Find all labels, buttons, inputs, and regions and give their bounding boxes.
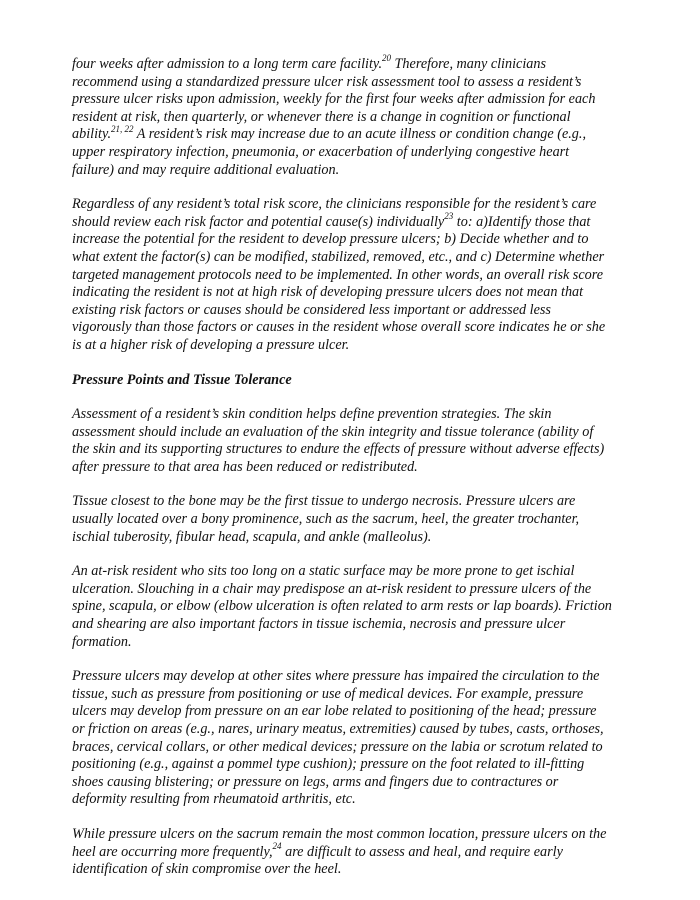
- text-segment: An at-risk resident who sits too long on a static surface may be more prone to get ischial ulceration. Slouching in a chair may predispose an at-risk resident to pressure ulcers of the spine, scapula, or elbow (elbow ulceration is often related to arm rests or lap boards). Friction and shearing are also important factors in tissue ischemia, necrosis and pressure ulcer formation.: [72, 563, 612, 650]
- text-segment: are difficult to assess and heal, and require early identification of skin compromise over the heel.: [72, 843, 563, 878]
- text-segment: Therefore, many clinicians recommend using a standardized pressure ulcer risk assessment tool to assess a resident’s pressure ulcer risks upon admission, weekly for the first four weeks after admission for each resident at risk, then quarterly, or whenever there is a change in cognition or functional ability.: [72, 56, 596, 143]
- text-segment: Regardless of any resident’s total risk score, the clinicians responsible for the resident’s care should review each risk factor and potential cause(s) individually: [72, 196, 597, 230]
- document-page: [72, 53, 612, 896]
- text-segment: Assessment of a resident’s skin condition helps define prevention strategies. The skin assessment should include an evaluation of the skin integrity and tissue tolerance (ability of the skin and its supporting structures to endure the effects of pressure without adverse effects) after pressure to that area has been reduced or redistributed.: [72, 406, 605, 475]
- paragraph-heel-ulcers: [72, 826, 612, 879]
- text-segment: four weeks after admission to a long term care facility.: [72, 56, 382, 72]
- paragraph-bony-prominence: [72, 493, 612, 546]
- footnote-ref-23: 23: [444, 211, 454, 222]
- heading-text: Pressure Points and Tissue Tolerance: [72, 371, 292, 388]
- text-segment: While pressure ulcers on the sacrum remain the most common location, pressure ulcers on the heel are occurring more frequently,: [72, 825, 607, 860]
- text-segment: to: a)Identify those that increase the potential for the resident to develop pressure ulcers; b) Decide whether and to what extent the factor(s) can be modified, stabilized, removed, etc., and c) Determine whether targeted management protocols need to be implemented. In other words, an overall risk score indicating the resident is not at high risk of developing pressure ulcers does not mean that existing risk factors or causes should be considered less important or addressed less vigorously than those factors or causes in the resident whose overall score indicates he or she is at a higher risk of developing a pressure ulcer.: [72, 213, 606, 353]
- paragraph-skin-assessment: [72, 406, 612, 476]
- footnote-ref-21-22: 21, 22: [111, 123, 134, 134]
- section-heading-pressure-points: [72, 372, 612, 390]
- paragraph-seating-risk: [72, 563, 612, 651]
- footnote-ref-24: 24: [272, 840, 282, 851]
- footnote-ref-20: 20: [382, 53, 391, 64]
- paragraph-other-sites: [72, 668, 612, 809]
- paragraph-risk-factor-review: [72, 196, 612, 354]
- text-segment: Tissue closest to the bone may be the first tissue to undergo necrosis. Pressure ulcers are usually located over a bony prominence, such as the sacrum, heel, the greater trochanter, ischial tuberosity, fibular head, scapula, and ankle (malleolus).: [72, 493, 580, 545]
- text-segment: Pressure ulcers may develop at other sites where pressure has impaired the circulation to the tissue, such as pressure from positioning or use of medical devices. For example, pressure ulcers may develop from pressure on an ear lobe related to positioning of the head; pressure or friction on areas (e.g., nares, urinary meatus, extremities) caused by tubes, casts, orthoses, braces, cervical collars, or other medical devices; pressure on the labia or scrotum related to positioning (e.g., against a pommel type cushion); pressure on the foot related to ill-fitting shoes causing blistering; or pressure on legs, arms and fingers due to contractures or deformity resulting from rheumatoid arthritis, etc.: [72, 668, 604, 808]
- paragraph-risk-assessment-timing: [72, 53, 612, 179]
- text-segment: A resident’s risk may increase due to an acute illness or condition change (e.g., upper respiratory infection, pneumonia, or exacerbation of underlying congestive heart failure) and may require additional evaluation.: [72, 126, 586, 178]
